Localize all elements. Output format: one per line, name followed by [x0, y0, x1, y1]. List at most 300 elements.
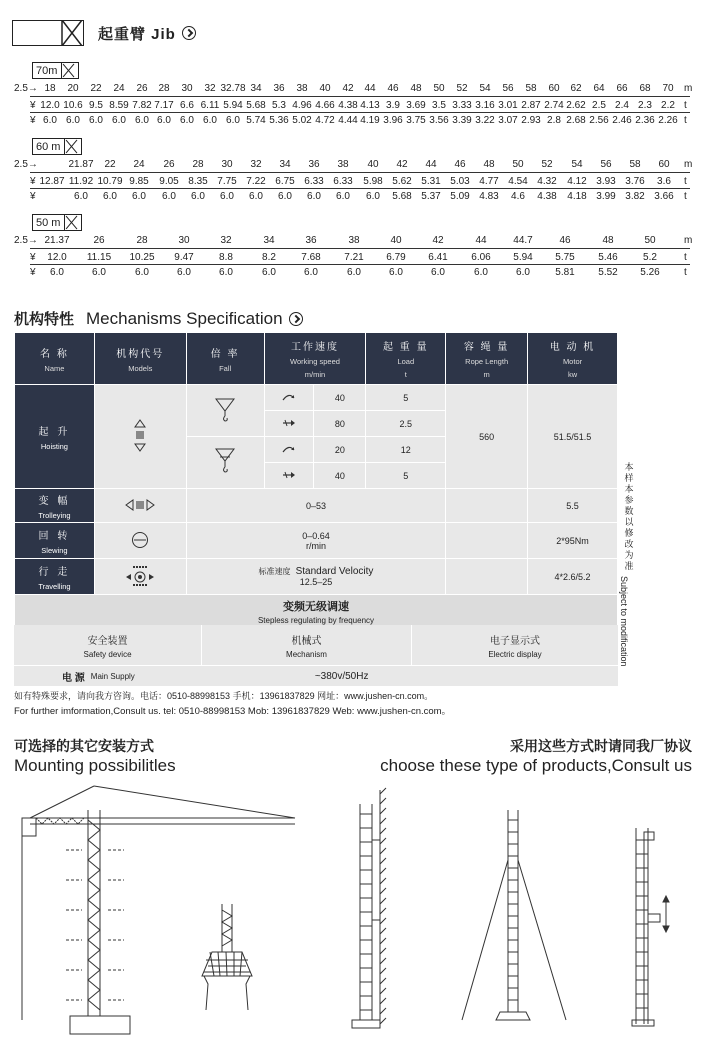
- table-cell: 5.94: [223, 100, 243, 111]
- table-cell: 6.75: [275, 176, 295, 187]
- header-working-speed: 工作速度 Working speed m/min: [264, 333, 366, 385]
- table-cell: 44.7: [513, 235, 533, 246]
- jib-length-tag: [32, 62, 79, 79]
- table-cell: 10.25: [129, 252, 155, 263]
- chevron-circle-icon: [289, 312, 303, 326]
- crane-wall-anchored-drawing: [352, 788, 386, 1028]
- table-cell: 6.33: [333, 176, 353, 187]
- table-cell: 7.75: [217, 176, 237, 187]
- table-cell: 3.16: [475, 100, 495, 111]
- crane-portal-drawing: [202, 904, 252, 1010]
- mounting-drawings: [0, 780, 710, 1061]
- table-cell: 2.68: [566, 115, 586, 126]
- table-cell: 6.0: [219, 267, 233, 278]
- table-cell: 2.87: [521, 100, 541, 111]
- table-cell: 2.36: [635, 115, 655, 126]
- jib-x-icon: [64, 215, 78, 230]
- load-row-b: [0, 266, 710, 279]
- side-note-en: Subject to modification: [619, 576, 629, 667]
- table-cell: 58: [629, 159, 641, 170]
- speed-icon: [264, 463, 314, 489]
- table-cell: 2.5: [592, 100, 606, 111]
- table-cell: 6.0: [135, 267, 149, 278]
- table-cell: 30: [178, 235, 190, 246]
- unit-label: t: [684, 115, 687, 126]
- table-cell: 6.0: [366, 191, 380, 202]
- slewing-icon-cell: [94, 523, 186, 559]
- table-cell: 34: [263, 235, 275, 246]
- table-cell: 12.0: [47, 252, 67, 263]
- radius-start-label: 2.5→: [14, 159, 38, 170]
- table-cell: 2.8: [547, 115, 561, 126]
- table-cell: 12.87: [39, 176, 65, 187]
- table-cell: 54: [479, 83, 491, 94]
- table-cell: 34: [250, 83, 262, 94]
- stepless-row: 变频无级调速 Stepless regulating by frequency: [15, 595, 618, 629]
- table-cell: 2.2: [661, 100, 675, 111]
- table-cell: 7.82: [132, 100, 152, 111]
- trolleying-icon-cell: [94, 489, 186, 523]
- table-cell: 24: [133, 159, 145, 170]
- safety-row: [14, 625, 618, 665]
- table-cell: 4.66: [315, 100, 335, 111]
- travelling-motor: 4*2.6/5.2: [528, 559, 618, 595]
- table-cell: 44: [364, 83, 376, 94]
- table-cell: 32: [220, 235, 232, 246]
- jib-length-label: 70m: [36, 64, 58, 77]
- divider: [30, 172, 690, 173]
- table-cell: 4.38: [537, 191, 557, 202]
- table-cell: 60: [658, 159, 670, 170]
- table-cell: 52: [456, 83, 468, 94]
- header-rope-length: 容 绳 量 Rope Length m: [446, 333, 528, 385]
- table-cell: 6.0: [336, 191, 350, 202]
- table-cell: 10.6: [63, 100, 83, 111]
- mechanisms-title: [14, 308, 303, 329]
- table-cell: 46: [559, 235, 571, 246]
- table-cell: 38: [337, 159, 349, 170]
- table-cell: 9.47: [174, 252, 194, 263]
- unit-label: t: [684, 267, 687, 278]
- table-cell: 5.37: [421, 191, 441, 202]
- table-cell: 9.85: [129, 176, 149, 187]
- table-cell: 44: [475, 235, 487, 246]
- safety-device-cell: 安全装置 Safety device: [14, 625, 202, 665]
- jib-x-icon: [60, 20, 84, 46]
- slewing-motor: 2*95Nm: [528, 523, 618, 559]
- table-cell: 4.12: [567, 176, 587, 187]
- table-cell: 5.75: [555, 252, 575, 263]
- hoisting-model-icon: [94, 385, 186, 489]
- jib-header: [12, 20, 196, 46]
- safety-electric-cell: 电子显示式 Electric display: [412, 625, 618, 665]
- table-cell: 3.6: [657, 176, 671, 187]
- table-cell: 56: [502, 83, 514, 94]
- table-cell: 2.56: [589, 115, 609, 126]
- load-row-a: [0, 99, 710, 112]
- travelling-rope: [446, 559, 528, 595]
- radius-start-label: 2.5→: [14, 83, 38, 94]
- table-cell: 6.0: [157, 115, 171, 126]
- table-cell: 4.13: [360, 100, 380, 111]
- table-cell: 5.52: [598, 267, 618, 278]
- table-cell: 3.66: [654, 191, 674, 202]
- unit-label: m: [684, 235, 693, 246]
- table-cell: 6.0: [431, 267, 445, 278]
- table-row: [15, 523, 618, 559]
- slewing-circle-icon: [131, 531, 149, 549]
- hoisting-speed-1: 40: [314, 385, 366, 411]
- table-cell: 36: [308, 159, 320, 170]
- table-cell: 3.93: [596, 176, 616, 187]
- table-cell: 3.22: [475, 115, 495, 126]
- table-cell: 6.0: [203, 115, 217, 126]
- table-cell: 8.59: [109, 100, 129, 111]
- table-cell: 2.4: [615, 100, 629, 111]
- table-cell: 6.0: [50, 267, 64, 278]
- divider: [30, 112, 690, 113]
- table-cell: 5.68: [246, 100, 266, 111]
- table-cell: 6.0: [347, 267, 361, 278]
- table-cell: 28: [136, 235, 148, 246]
- table-cell: 6.0: [66, 115, 80, 126]
- divider: [30, 248, 690, 249]
- travelling-wheel-icon: [125, 565, 155, 587]
- header-name: 名 称 Name: [15, 333, 95, 385]
- table-cell: 34: [279, 159, 291, 170]
- crane-climbing-frame-drawing: [632, 828, 669, 1026]
- table-cell: 11.15: [86, 252, 112, 263]
- table-cell: 8.2: [262, 252, 276, 263]
- hoisting-label: 起 升 Hoisting: [15, 385, 95, 489]
- table-cell: 58: [525, 83, 537, 94]
- table-cell: 3.75: [406, 115, 426, 126]
- table-cell: 3.39: [452, 115, 472, 126]
- header-fall: 倍 率 Fall: [186, 333, 264, 385]
- fast-arrow-icon: [282, 418, 296, 428]
- load-row-b: [0, 190, 710, 203]
- table-cell: 6.0: [43, 115, 57, 126]
- hoisting-load-3: 12: [366, 437, 446, 463]
- table-cell: 2.46: [612, 115, 632, 126]
- table-cell: 32: [250, 159, 262, 170]
- table-cell: 50: [433, 83, 445, 94]
- table-cell: 46: [387, 83, 399, 94]
- table-cell: 5.46: [598, 252, 618, 263]
- table-cell: 26: [163, 159, 175, 170]
- trolley-arrows-icon: [125, 499, 155, 511]
- table-cell: 3.9: [386, 100, 400, 111]
- table-cell: 6.0: [89, 115, 103, 126]
- table-row: [15, 385, 618, 411]
- table-cell: 6.0: [304, 267, 318, 278]
- table-cell: 2.26: [658, 115, 678, 126]
- table-cell: 6.0: [112, 115, 126, 126]
- hook-icon: ¥: [30, 100, 36, 111]
- table-cell: 42: [432, 235, 444, 246]
- mounting-right-heading: 采用这些方式时请同我厂协议 choose these type of products,Consult us: [380, 738, 692, 775]
- crane-guyed-drawing: [462, 810, 566, 1020]
- table-cell: 5.3: [272, 100, 286, 111]
- table-cell: 22: [90, 83, 102, 94]
- table-cell: 6.6: [180, 100, 194, 111]
- table-cell: 5.09: [450, 191, 470, 202]
- jib-length-label: 60 m: [36, 140, 61, 153]
- table-cell: 3.33: [452, 100, 472, 111]
- slewing-rope: [446, 523, 528, 559]
- table-cell: 6.33: [304, 176, 324, 187]
- table-row: [15, 595, 618, 629]
- table-cell: 30: [221, 159, 233, 170]
- table-cell: 20: [67, 83, 79, 94]
- table-cell: 6.0: [278, 191, 292, 202]
- hoist-arrows-icon: [132, 419, 148, 453]
- table-cell: 4.96: [292, 100, 312, 111]
- table-cell: 40: [319, 83, 331, 94]
- unit-label: t: [684, 100, 687, 111]
- table-cell: 6.0: [474, 267, 488, 278]
- table-cell: 40: [390, 235, 402, 246]
- jib-title: 起重臂 Jib: [98, 25, 176, 43]
- table-cell: 60: [548, 83, 560, 94]
- side-note-cn: 本样本参数以修改为准: [624, 462, 634, 571]
- table-cell: 38: [296, 83, 308, 94]
- table-cell: 62: [570, 83, 582, 94]
- header-load: 起 重 量 Load t: [366, 333, 446, 385]
- table-cell: 18: [44, 83, 56, 94]
- table-cell: 6.0: [307, 191, 321, 202]
- table-cell: 7.22: [246, 176, 266, 187]
- table-cell: 7.17: [154, 100, 174, 111]
- table-cell: 6.0: [220, 191, 234, 202]
- header-models: 机构代号 Models: [94, 333, 186, 385]
- table-cell: 64: [593, 83, 605, 94]
- table-cell: 11.92: [68, 176, 94, 187]
- table-cell: 4.19: [360, 115, 380, 126]
- table-cell: 42: [342, 83, 354, 94]
- table-cell: 44: [425, 159, 437, 170]
- slewing-label: 回 转 Slewing: [15, 523, 95, 559]
- table-row: [15, 559, 618, 595]
- trolleying-label: 变 幅 Trolleying: [15, 489, 95, 523]
- table-cell: 56: [600, 159, 612, 170]
- table-cell: 6.41: [428, 252, 448, 263]
- table-cell: 30: [181, 83, 193, 94]
- table-cell: 40: [367, 159, 379, 170]
- jib-x-icon: [64, 139, 78, 154]
- table-cell: 4.72: [315, 115, 335, 126]
- table-cell: 3.69: [406, 100, 426, 111]
- table-cell: 4.77: [479, 176, 499, 187]
- table-cell: 3.76: [625, 176, 645, 187]
- load-row-a: [0, 175, 710, 188]
- table-cell: 4.83: [479, 191, 499, 202]
- speed-icon: [264, 411, 314, 437]
- trolleying-rope: [446, 489, 528, 523]
- table-cell: 6.0: [180, 115, 194, 126]
- table-cell: 9.5: [89, 100, 103, 111]
- table-cell: 6.0: [249, 191, 263, 202]
- table-cell: 5.68: [392, 191, 412, 202]
- table-cell: 2.62: [566, 100, 586, 111]
- jib-length-tag: [32, 214, 82, 231]
- table-cell: 4.44: [338, 115, 358, 126]
- table-cell: 21.87: [68, 159, 94, 170]
- table-cell: 48: [602, 235, 614, 246]
- table-cell: 6.0: [262, 267, 276, 278]
- hoisting-load-4: 5: [366, 463, 446, 489]
- table-cell: 6.0: [135, 115, 149, 126]
- hoisting-speed-3: 20: [314, 437, 366, 463]
- jib-length-label: 50 m: [36, 216, 61, 229]
- power-row: 电 源 Main Supply ~380v/50Hz: [14, 666, 618, 686]
- table-cell: 3.07: [498, 115, 518, 126]
- hoisting-speed-4: 40: [314, 463, 366, 489]
- travelling-label: 行 走 Travelling: [15, 559, 95, 595]
- table-cell: 26: [93, 235, 105, 246]
- table-cell: 66: [616, 83, 628, 94]
- hoisting-motor: 51.5/51.5: [528, 385, 618, 489]
- hook-icon: ¥: [30, 191, 36, 202]
- table-cell: 28: [192, 159, 204, 170]
- table-cell: 36: [305, 235, 317, 246]
- table-cell: 21.37: [44, 235, 70, 246]
- table-cell: 6.0: [389, 267, 403, 278]
- unit-label: t: [684, 191, 687, 202]
- load-row-b: [0, 114, 710, 127]
- header-motor: 电 动 机 Motor kw: [528, 333, 618, 385]
- table-cell: 6.11: [200, 100, 220, 111]
- table-cell: 6.0: [177, 267, 191, 278]
- radius-row: [0, 234, 710, 247]
- table-cell: 32.78: [220, 83, 246, 94]
- unit-label: m: [684, 83, 693, 94]
- table-cell: 22: [104, 159, 116, 170]
- table-cell: 50: [512, 159, 524, 170]
- hook-icon: ¥: [30, 252, 36, 263]
- hook-icon: ¥: [30, 176, 36, 187]
- table-cell: 3.96: [383, 115, 403, 126]
- table-cell: 9.05: [159, 176, 179, 187]
- table-cell: 42: [396, 159, 408, 170]
- double-hook-icon: [214, 447, 236, 477]
- fall-2-icon: [186, 385, 264, 437]
- travelling-icon-cell: [94, 559, 186, 595]
- table-cell: 2.74: [544, 100, 564, 111]
- table-cell: 4.54: [508, 176, 528, 187]
- table-cell: 28: [158, 83, 170, 94]
- table-cell: 26: [136, 83, 148, 94]
- table-cell: 5.74: [246, 115, 266, 126]
- table-cell: 5.2: [643, 252, 657, 263]
- table-cell: 32: [204, 83, 216, 94]
- hoisting-load-2: 2.5: [366, 411, 446, 437]
- table-cell: 5.02: [292, 115, 312, 126]
- unit-label: m: [684, 159, 693, 170]
- table-cell: 46: [454, 159, 466, 170]
- trolleying-motor: 5.5: [528, 489, 618, 523]
- contact-cn: 如有特殊要求，请向我方咨询。电话：0510-88998153 手机：13961837829 网址：www.jushen-cn.com。: [14, 691, 434, 701]
- table-cell: 6.06: [471, 252, 491, 263]
- radius-row: [0, 158, 710, 171]
- table-cell: 48: [483, 159, 495, 170]
- table-cell: 4.18: [567, 191, 587, 202]
- table-cell: 5.03: [450, 176, 470, 187]
- table-cell: 3.56: [429, 115, 449, 126]
- table-cell: 5.26: [640, 267, 660, 278]
- fast-arrow-icon: [282, 470, 296, 480]
- trolleying-speed: 0–53: [186, 489, 446, 523]
- table-cell: 6.0: [191, 191, 205, 202]
- table-cell: 6.0: [103, 191, 117, 202]
- table-cell: 50: [644, 235, 656, 246]
- divider: [30, 188, 690, 189]
- hoisting-load-1: 5: [366, 385, 446, 411]
- table-cell: 8.35: [188, 176, 208, 187]
- table-cell: 38: [348, 235, 360, 246]
- table-cell: 4.38: [338, 100, 358, 111]
- travelling-speed: 标准速度 Standard Velocity 12.5–25: [186, 559, 446, 595]
- table-cell: 48: [410, 83, 422, 94]
- table-cell: 7.21: [344, 252, 364, 263]
- hoisting-rope: 560: [446, 385, 528, 489]
- crane-internal-climbing-drawing: [22, 786, 295, 1034]
- hook-icon: ¥: [30, 115, 36, 126]
- radius-start-label: 2.5→: [14, 235, 38, 246]
- unit-label: t: [684, 176, 687, 187]
- table-cell: 5.98: [363, 176, 383, 187]
- table-cell: 3.5: [432, 100, 446, 111]
- table-cell: 6.0: [226, 115, 240, 126]
- jib-length-tag: [32, 138, 82, 155]
- table-cell: 4.6: [511, 191, 525, 202]
- jib-x-icon: [61, 63, 75, 78]
- table-cell: 52: [541, 159, 553, 170]
- table-cell: 68: [639, 83, 651, 94]
- table-cell: 3.82: [625, 191, 645, 202]
- mechanisms-title-en: Mechanisms Specification: [86, 308, 283, 328]
- table-cell: 54: [571, 159, 583, 170]
- table-cell: 6.0: [132, 191, 146, 202]
- table-cell: 2.3: [638, 100, 652, 111]
- table-cell: 8.8: [219, 252, 233, 263]
- divider: [30, 264, 690, 265]
- table-cell: 36: [273, 83, 285, 94]
- table-cell: 5.94: [513, 252, 533, 263]
- table-cell: 7.68: [301, 252, 321, 263]
- contact-en: For further imformation,Consult us. tel: 0510-88998153 Mob: 13961837829 Web: www.jushen-cn.com。: [14, 706, 452, 717]
- table-cell: 6.79: [386, 252, 406, 263]
- hook-icon: [214, 397, 236, 423]
- load-row-a: [0, 251, 710, 264]
- table-cell: 5.36: [269, 115, 289, 126]
- safety-mechanism-cell: 机械式 Mechanism: [202, 625, 412, 665]
- hook-icon: ¥: [30, 267, 36, 278]
- table-cell: 5.62: [392, 176, 412, 187]
- radius-row: [0, 82, 710, 95]
- mechanisms-table: [14, 332, 618, 629]
- table-cell: 3.01: [498, 100, 518, 111]
- table-cell: 4.32: [537, 176, 557, 187]
- hoisting-speed-2: 80: [314, 411, 366, 437]
- table-cell: 6.0: [74, 191, 88, 202]
- slewing-speed: 0–0.64 r/min: [186, 523, 446, 559]
- curve-arrow-icon: [282, 444, 296, 454]
- table-cell: 2.93: [521, 115, 541, 126]
- fall-4-icon: [186, 437, 264, 489]
- table-cell: 6.0: [92, 267, 106, 278]
- jib-symbol: [12, 20, 84, 46]
